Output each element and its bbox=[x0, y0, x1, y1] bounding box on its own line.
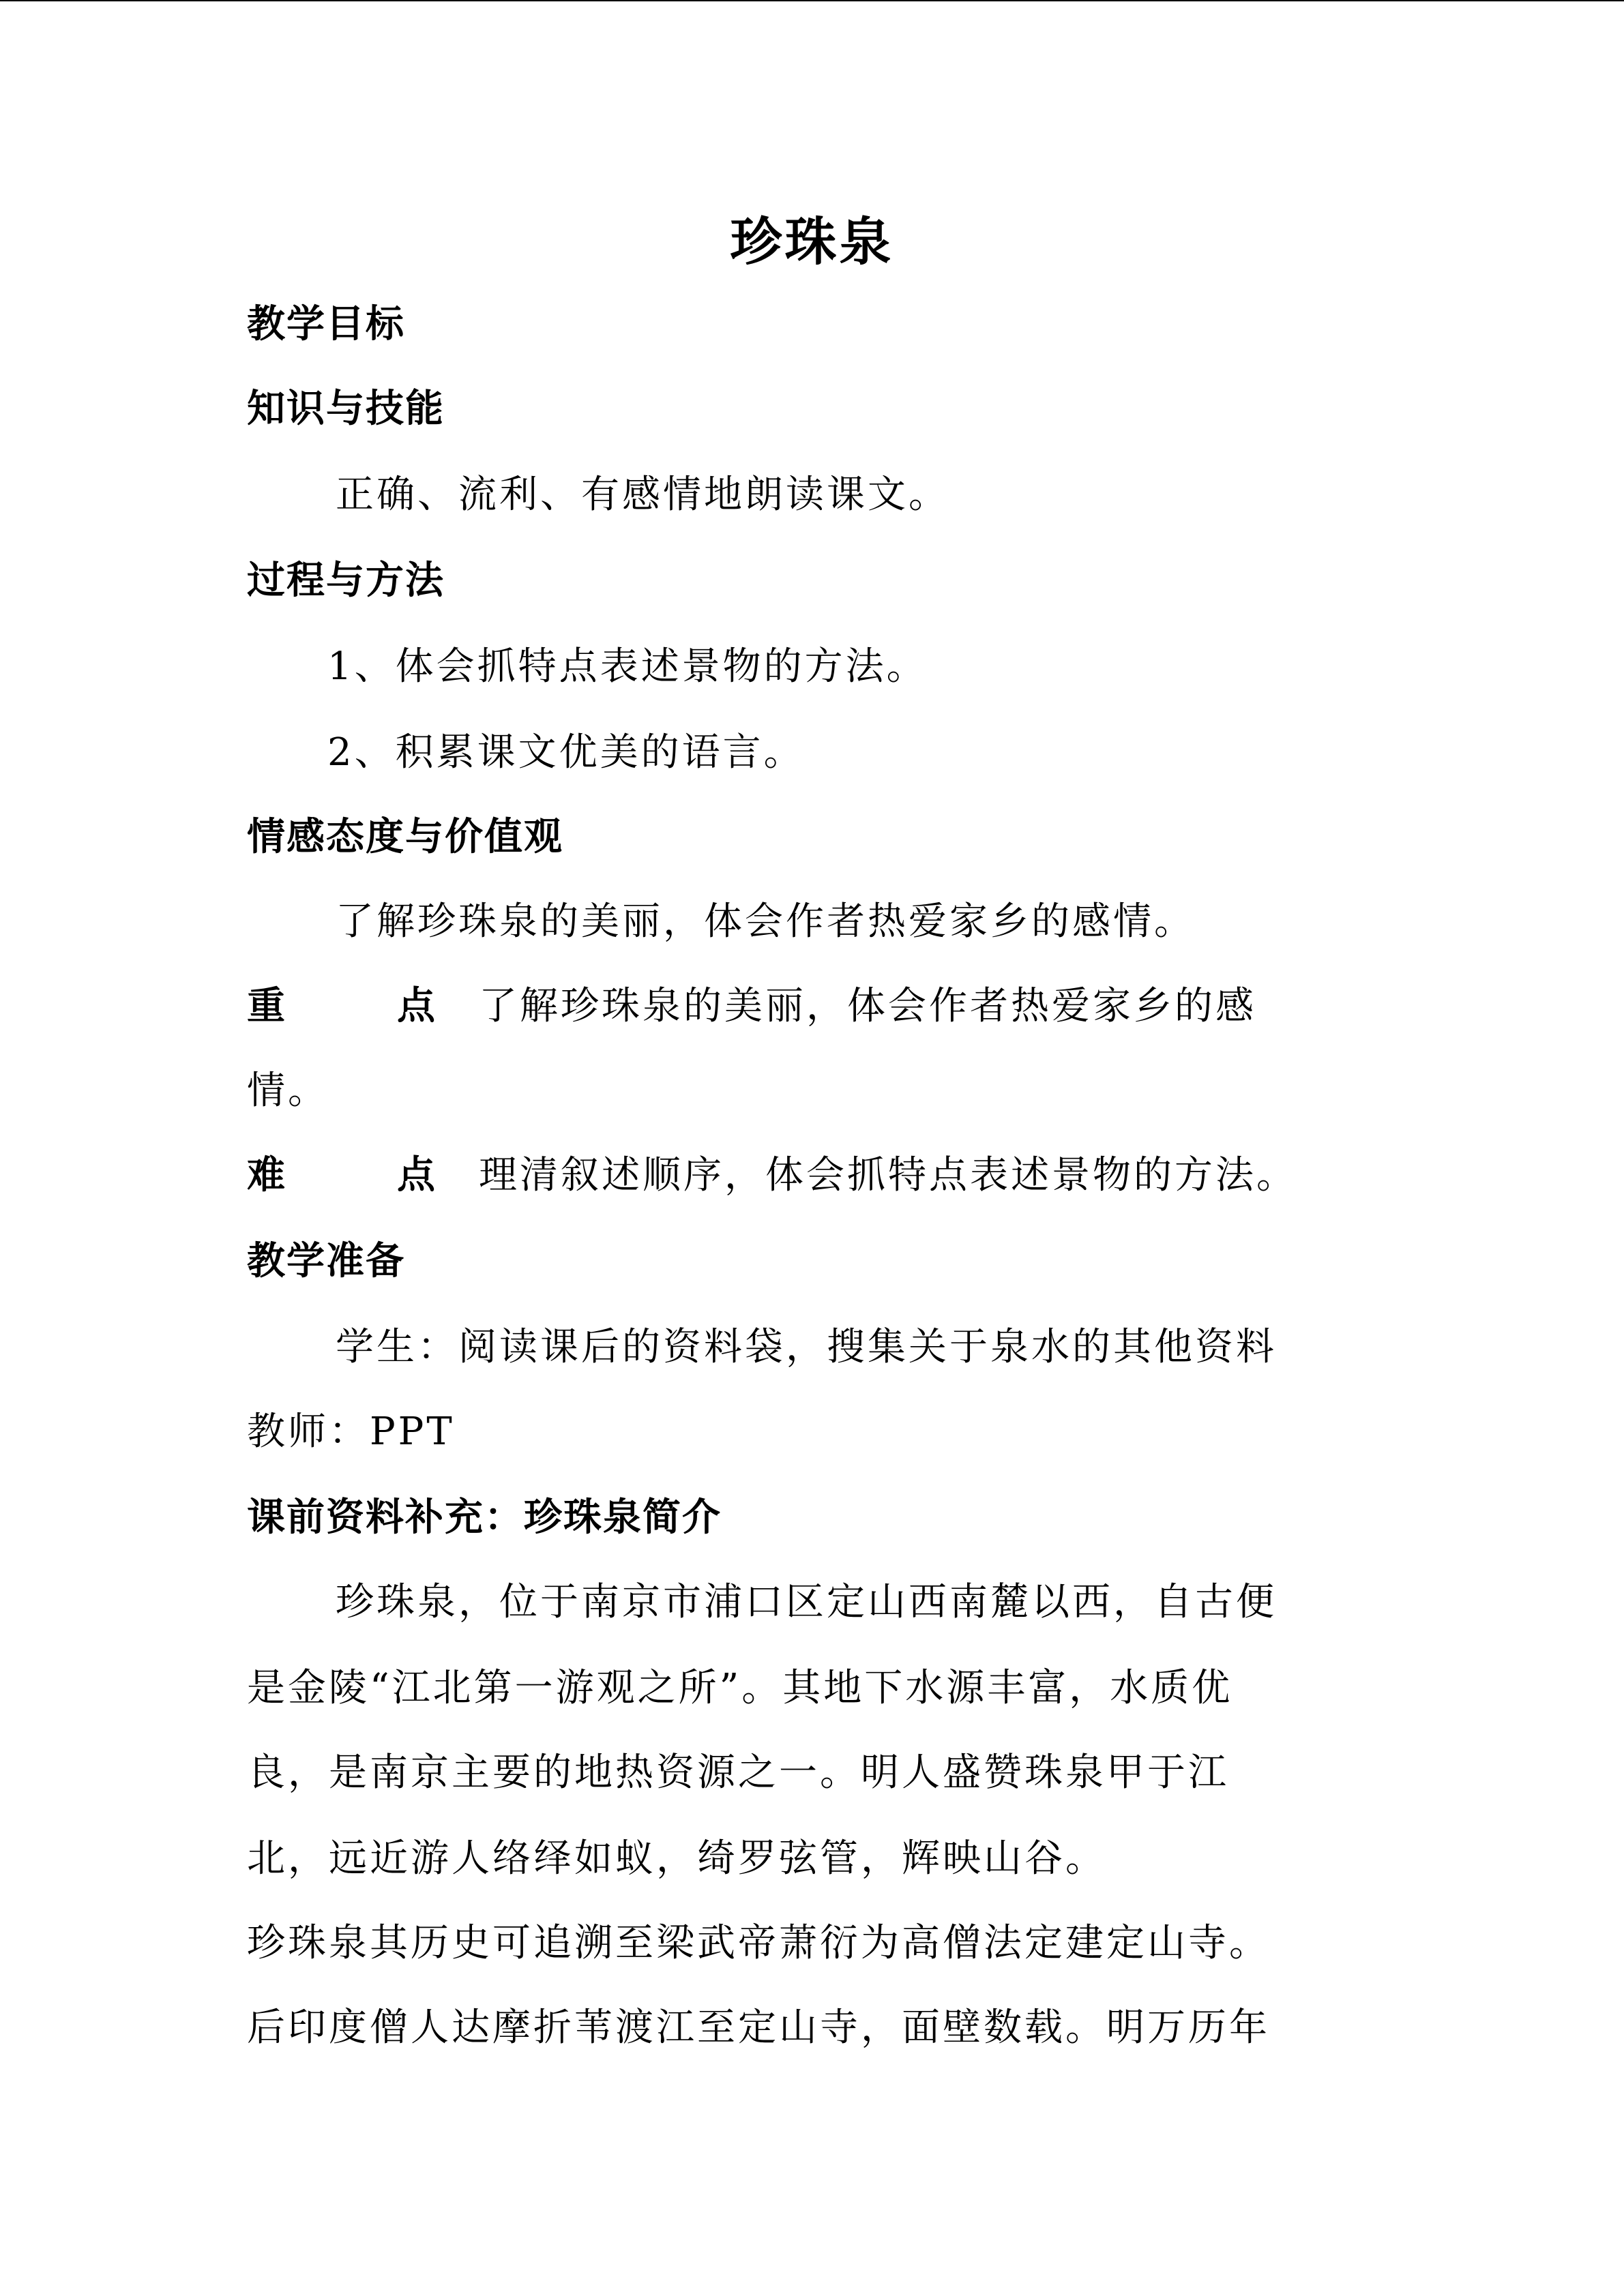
preparation-heading: 教学准备 bbox=[247, 1239, 405, 1283]
emotion-values-heading: 情感态度与价值观 bbox=[247, 815, 563, 859]
key-point-label: 重 点 bbox=[247, 984, 438, 1028]
difficulty-label: 难 点 bbox=[247, 1153, 438, 1197]
process-method-item-1: 1、体会抓特点表述景物的方法。 bbox=[327, 644, 928, 689]
key-point-text-continued: 情。 bbox=[247, 1069, 329, 1113]
supplement-paragraph-line: 珍珠泉，位于南京市浦口区定山西南麓以西，自古便 bbox=[336, 1580, 1277, 1624]
emotion-values-text: 了解珍珠泉的美丽，体会作者热爱家乡的感情。 bbox=[336, 899, 1195, 944]
supplement-paragraph-line: 是金陵“江北第一游观之所”。其地下水源丰富，水质优 bbox=[247, 1666, 1233, 1710]
process-method-heading: 过程与方法 bbox=[247, 558, 445, 603]
difficulty-text: 理清叙述顺序，体会抓特点表述景物的方法。 bbox=[479, 1153, 1297, 1197]
supplement-paragraph-line: 北，远近游人络绎如蚁，绮罗弦管，辉映山谷。 bbox=[247, 1836, 1106, 1881]
supplement-paragraph-line: 后印度僧人达摩折苇渡江至定山寺，面壁数载。明万历年 bbox=[247, 2006, 1270, 2050]
teaching-goals-heading: 教学目标 bbox=[247, 302, 405, 346]
knowledge-skills-heading: 知识与技能 bbox=[247, 387, 445, 431]
difficulty-row bbox=[247, 1148, 1365, 1203]
supplement-paragraph-line: 良，是南京主要的地热资源之一。明人盛赞珠泉甲于江 bbox=[247, 1750, 1229, 1795]
key-point-row bbox=[247, 979, 1365, 1034]
supplement-heading: 课前资料补充：珍珠泉简介 bbox=[247, 1495, 722, 1540]
preparation-teacher: 教师：PPT bbox=[247, 1410, 455, 1454]
document-title: 珍珠泉 bbox=[730, 211, 894, 272]
knowledge-skills-text: 正确、流利、有感情地朗读课文。 bbox=[336, 473, 949, 517]
supplement-paragraph-line: 珍珠泉其历史可追溯至梁武帝萧衍为高僧法定建定山寺。 bbox=[247, 1921, 1270, 1965]
process-method-item-2: 2、积累课文优美的语言。 bbox=[327, 730, 805, 775]
preparation-student: 学生：阅读课后的资料袋，搜集关于泉水的其他资料 bbox=[336, 1325, 1277, 1369]
key-point-text: 了解珍珠泉的美丽，体会作者热爱家乡的感 bbox=[479, 984, 1256, 1028]
